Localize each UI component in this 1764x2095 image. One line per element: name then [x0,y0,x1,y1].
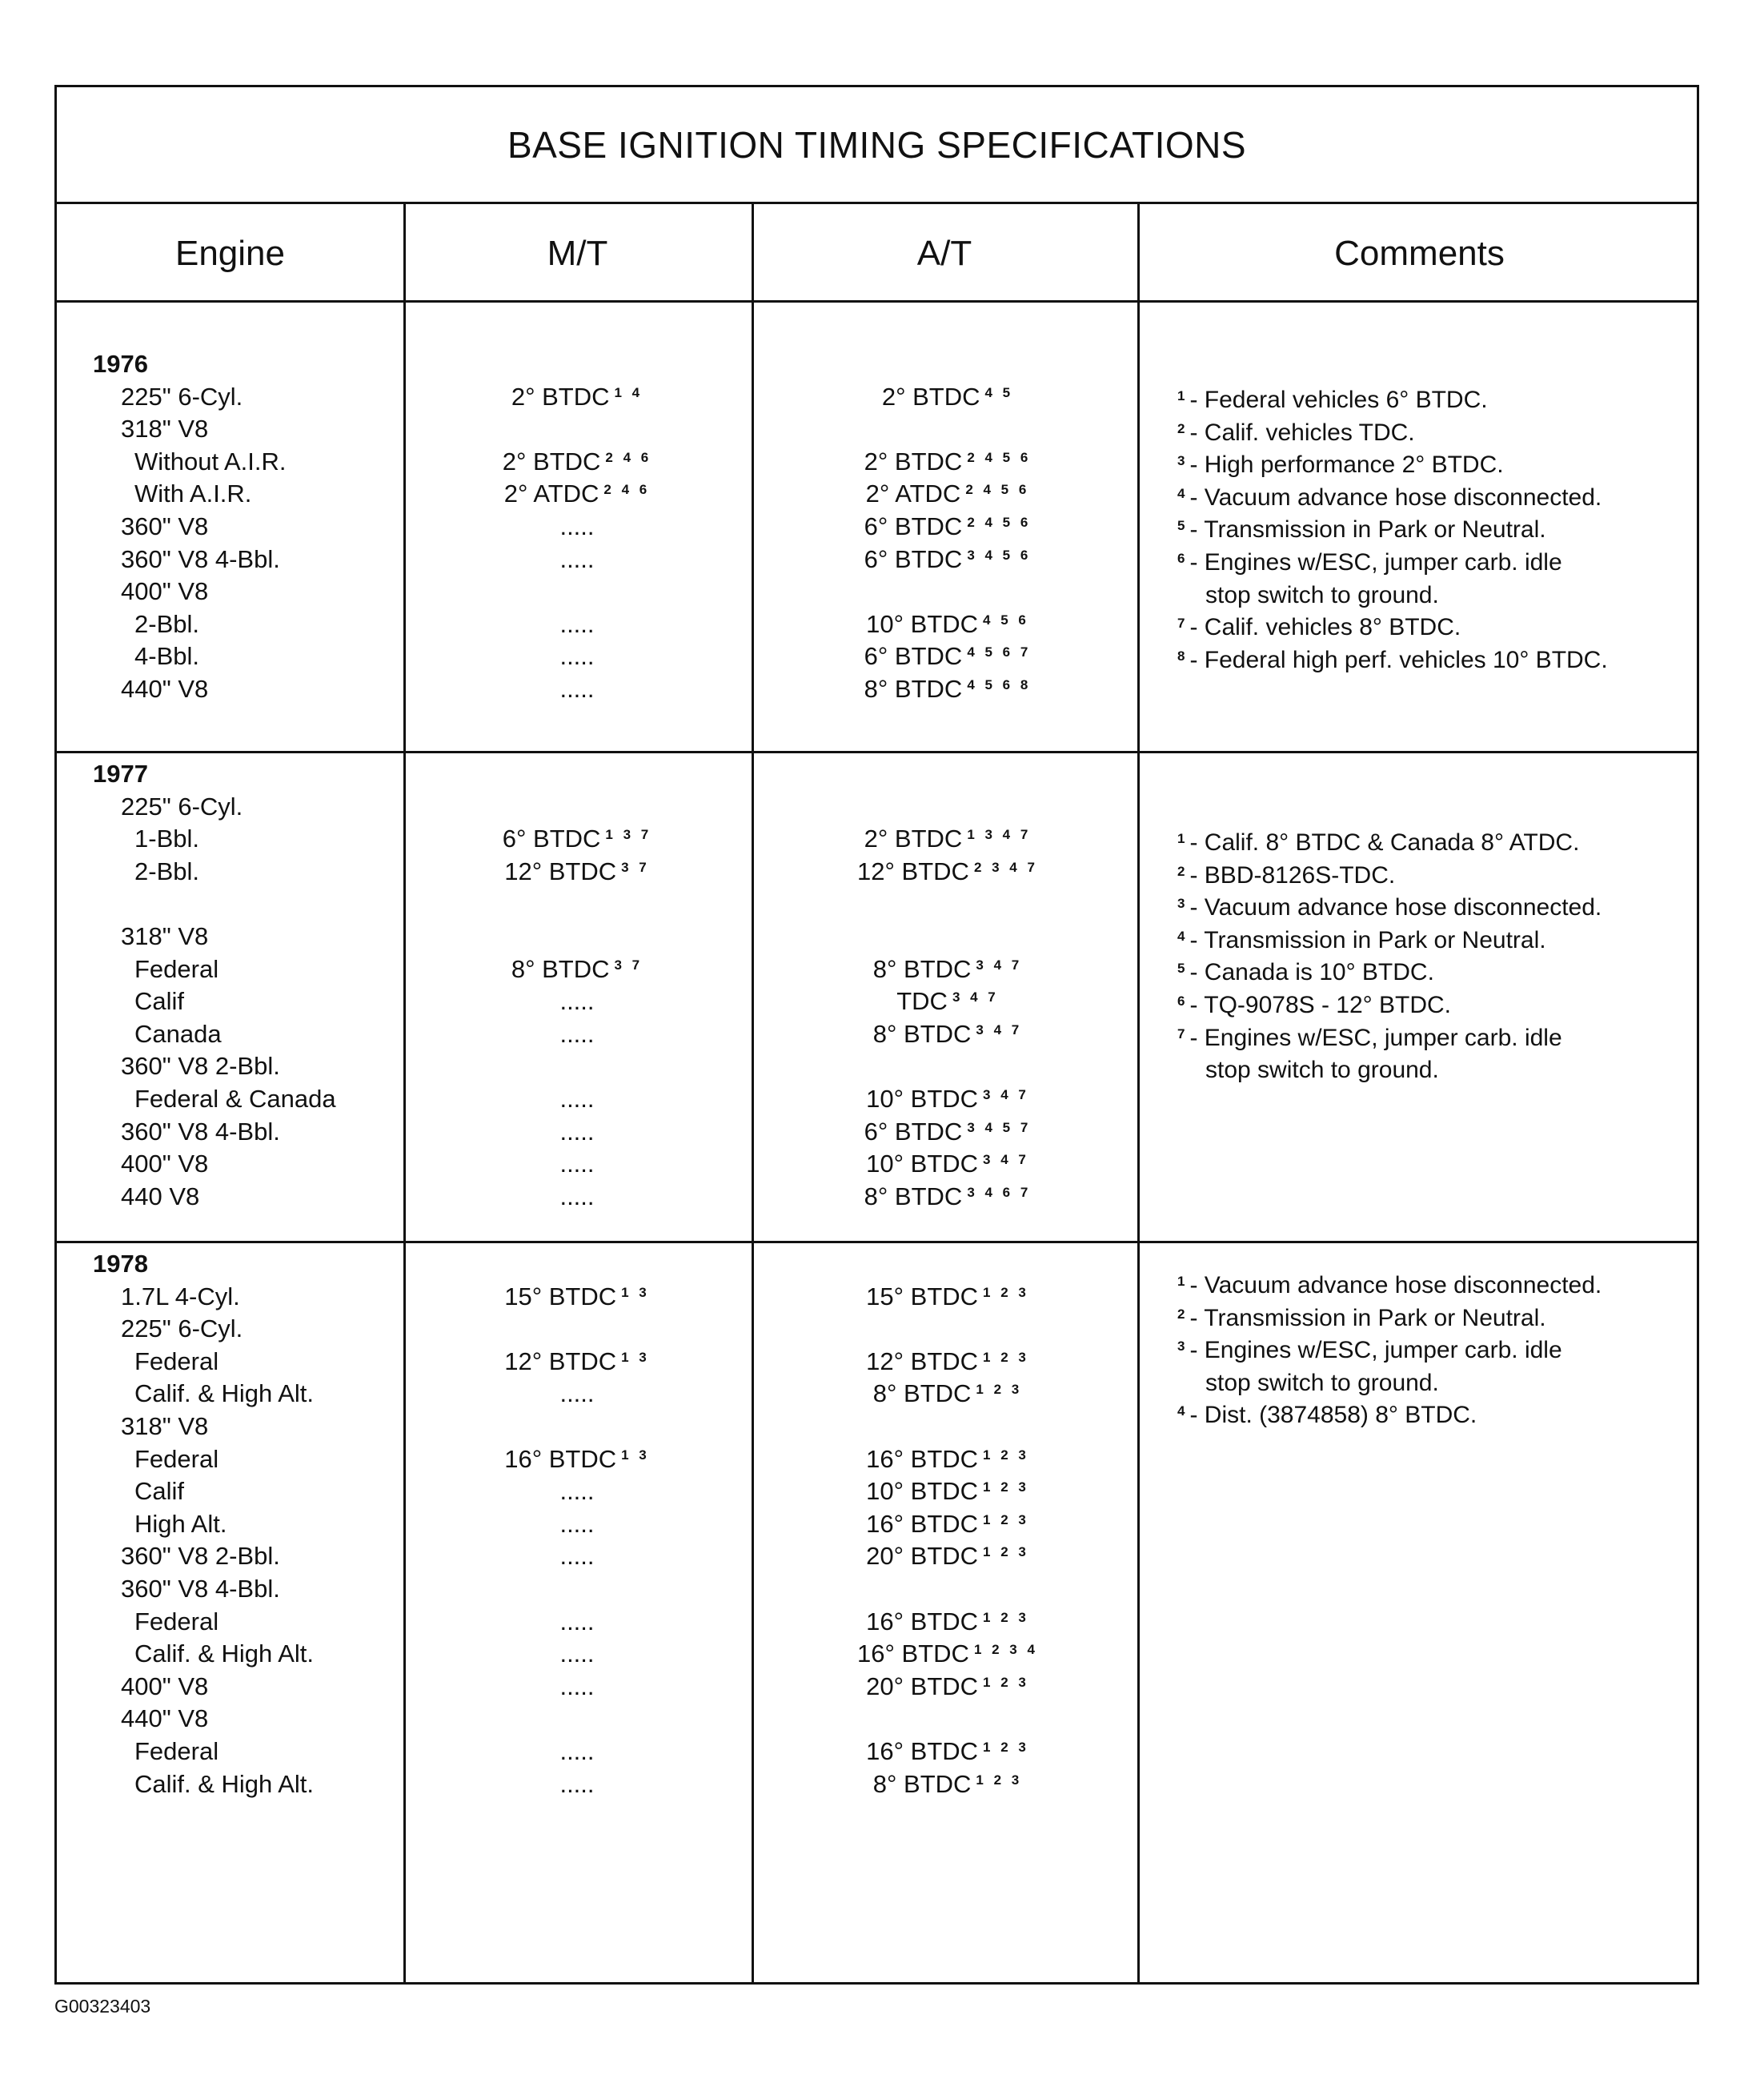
at-value [864,447,1032,476]
engine-label: High Alt. [134,1509,227,1538]
engine-label: 400" V8 [121,1672,209,1700]
comment-text: - Vacuum advance hose disconnected. [1189,1272,1602,1298]
at-value [866,1510,1029,1539]
footnote-refs: 3 4 7 [976,957,1023,973]
comment-text: - Federal vehicles 6° BTDC. [1189,387,1488,413]
mt-value-value: ..... [559,512,595,540]
at-value [864,675,1032,704]
header-mt: M/T [547,233,608,273]
comment-text: - Transmission in Park or Neutral. [1189,926,1546,953]
footnote-refs: 4 5 6 8 [967,677,1032,692]
mt-value-value: ..... [559,1607,595,1635]
engine-label: Federal & Canada [134,1085,336,1113]
comment-line [1177,1025,1562,1052]
mt-value-value: 15° BTDC [504,1282,617,1310]
engine-label: Calif [134,987,185,1016]
mt-value-value: ..... [559,642,595,671]
at-value-value: 8° BTDC [872,1019,972,1048]
at-value-value: 6° BTDC [864,1117,963,1146]
footnote-number: 5 [1177,961,1185,977]
engine-label: Federal [134,1346,219,1375]
table-title-row [57,87,1697,204]
header-at: A/T [916,233,972,273]
at-value-value: 20° BTDC [866,1542,979,1571]
footnote-refs: 1 2 3 [983,1609,1029,1625]
engine-label: Federal [134,1444,219,1473]
at-value [873,1770,1022,1799]
mt-value-value: ..... [559,1639,595,1668]
footnote-number: 5 [1177,518,1185,534]
at-value-value: 2° BTDC [864,825,963,853]
at-value [873,1379,1022,1408]
footnote-refs: 1 3 [621,1447,650,1463]
at-value-value: 2° ATDC [865,480,961,508]
mt-value [559,1737,594,1766]
footnote-refs: 2 4 6 [603,482,651,498]
engine-label: Without A.I.R. [134,447,287,476]
comment-text: stop switch to ground. [1205,581,1439,608]
column-divider [752,204,754,1982]
at-value [866,1477,1029,1506]
mt-value [559,545,594,574]
footnote-number: 4 [1177,928,1185,944]
footnote-number: 8 [1177,648,1185,664]
engine-label: 400" V8 [121,577,209,606]
footnote-number: 3 [1177,896,1185,912]
engine-label: Canada [134,1019,222,1048]
at-value [866,1672,1029,1701]
footnote-refs: 1 3 [621,1284,650,1300]
footnote-number: 1 [1177,388,1185,403]
mt-value-value: ..... [559,609,595,638]
mt-value-value: ..... [559,987,595,1016]
header-comments: Comments [1334,233,1505,273]
engine-label: 440 V8 [121,1182,200,1210]
mt-value [559,1672,594,1701]
at-value-value: 16° BTDC [866,1444,979,1473]
mt-value [504,1445,650,1474]
table-title: BASE IGNITION TIMING SPECIFICATIONS [507,123,1247,166]
at-value [866,1347,1029,1376]
at-value-value: TDC [896,987,948,1016]
mt-value-value: ..... [559,1542,595,1571]
footnote-refs: 1 2 3 [976,1382,1023,1398]
footnote-refs: 3 4 6 7 [967,1184,1032,1200]
at-value-value: 2° BTDC [881,382,980,411]
comment-line [1205,582,1439,609]
footnote-refs: 3 7 [614,957,643,973]
engine-label: Calif. & High Alt. [134,1379,314,1408]
at-value-value: 16° BTDC [866,1737,979,1765]
at-value-value: 10° BTDC [866,609,979,638]
mt-value [559,610,594,639]
column-divider [403,204,406,1982]
mt-value-value: ..... [559,544,595,573]
mt-value-value: ..... [559,1117,595,1146]
at-value-value: 16° BTDC [857,1639,969,1668]
footnote-refs: 1 2 3 [983,1447,1029,1463]
comment-text: - Federal high perf. vehicles 10° BTDC. [1189,646,1608,673]
at-value [866,1737,1029,1766]
at-value-value: 8° BTDC [872,954,972,983]
at-value-value: 10° BTDC [866,1477,979,1506]
at-value [866,1282,1029,1311]
mt-value-value: ..... [559,1509,595,1538]
at-value-value: 6° BTDC [864,544,963,573]
comment-text: - Engines w/ESC, jumper carb. idle [1189,1337,1562,1364]
comment-text: stop switch to ground. [1205,1057,1439,1084]
mt-value [511,955,643,984]
footnote-refs: 3 4 7 [983,1087,1029,1102]
comment-line [1177,927,1546,954]
at-value [866,1542,1029,1571]
mt-value [559,1477,594,1506]
mt-value [559,987,594,1016]
footnote-number: 1 [1177,1274,1185,1289]
mt-value [559,1607,594,1636]
footnote-refs: 1 3 [621,1349,650,1365]
mt-value [559,1639,594,1668]
at-value-value: 10° BTDC [866,1085,979,1113]
mt-value [559,512,594,541]
comment-text: - Engines w/ESC, jumper carb. idle [1189,1024,1562,1051]
at-value [896,987,999,1016]
comment-text: - Calif. vehicles TDC. [1189,419,1415,446]
mt-value [559,1542,594,1571]
mt-value [559,1085,594,1114]
at-value-value: 6° BTDC [864,512,963,540]
footnote-number: 2 [1177,420,1185,436]
footnote-number: 4 [1177,1403,1185,1419]
at-value [866,610,1029,639]
figure-id: G00323403 [54,1996,151,2017]
at-value-value: 12° BTDC [866,1346,979,1375]
engine-label: Federal [134,1607,219,1635]
at-value [857,857,1038,886]
mt-value-value: 12° BTDC [504,1346,617,1375]
mt-value [504,480,650,508]
comment-text: - BBD-8126S-TDC. [1189,861,1396,889]
mt-value-value: ..... [559,1737,595,1765]
at-value-value: 20° BTDC [866,1672,979,1700]
at-value [864,642,1032,671]
section-year: 1977 [93,760,148,788]
comment-line [1177,1402,1477,1429]
engine-label: 360" V8 4-Bbl. [121,1117,280,1146]
mt-value-value: 6° BTDC [502,825,601,853]
mt-value-value: ..... [559,1085,595,1113]
engine-label: 1.7L 4-Cyl. [121,1282,240,1310]
comment-line [1177,452,1504,479]
footnote-refs: 2 3 4 7 [973,859,1038,875]
comment-text: - Calif. 8° BTDC & Canada 8° ATDC. [1189,829,1580,856]
comment-line [1177,1305,1546,1332]
mt-value [559,1379,594,1408]
engine-label: Federal [134,954,219,983]
mt-value-value: 8° BTDC [511,954,610,983]
comment-line [1177,1337,1562,1364]
comment-line [1177,387,1488,414]
at-value [864,1118,1032,1146]
engine-label: Calif. & High Alt. [134,1769,314,1798]
mt-value [559,1020,594,1049]
at-value-value: 8° BTDC [872,1769,972,1798]
at-value [882,383,1013,411]
mt-value-value: ..... [559,1019,595,1048]
comment-line [1177,614,1461,641]
at-value [864,825,1032,853]
mt-value [559,1182,594,1211]
engine-label: 360" V8 2-Bbl. [121,1052,280,1081]
footnote-refs: 4 5 6 7 [967,644,1032,660]
comment-text: - Transmission in Park or Neutral. [1189,1304,1546,1331]
footnote-refs: 4 5 [984,384,1014,400]
footnote-refs: 2 4 5 6 [965,482,1030,498]
mt-value-value: ..... [559,675,595,703]
footnote-refs: 1 3 7 [605,827,652,843]
at-value-value: 16° BTDC [866,1509,979,1538]
mt-value [504,1347,650,1376]
footnote-number: 7 [1177,1025,1185,1041]
comment-text: - Dist. (3874858) 8° BTDC. [1189,1402,1477,1429]
section-divider [57,751,1697,753]
mt-value-value: 2° BTDC [511,382,610,411]
at-value-value: 8° BTDC [864,675,963,703]
footnote-number: 2 [1177,863,1185,879]
comment-line [1177,419,1415,447]
footnote-refs: 3 4 7 [952,989,999,1005]
footnote-refs: 1 2 3 [976,1772,1023,1788]
mt-value [504,857,650,886]
footnote-number: 6 [1177,993,1185,1009]
engine-label: 440" V8 [121,675,209,703]
engine-label: 360" V8 4-Bbl. [121,1575,280,1603]
at-value-value: 16° BTDC [866,1607,979,1635]
mt-value [559,1510,594,1539]
footnote-number: 1 [1177,831,1185,846]
comment-text: - TQ-9078S - 12° BTDC. [1189,992,1452,1018]
engine-label: 2-Bbl. [134,857,199,885]
comment-line [1177,959,1434,986]
engine-label: Calif [134,1477,185,1506]
footnote-refs: 1 2 3 [983,1284,1029,1300]
footnote-refs: 1 2 3 [983,1674,1029,1690]
engine-label: With A.I.R. [134,480,252,508]
mt-value-value: ..... [559,1182,595,1210]
mt-value [559,1118,594,1146]
footnote-refs: 1 2 3 [983,1544,1029,1560]
mt-value-value: ..... [559,1672,595,1700]
section-divider [57,1241,1697,1243]
engine-label: Federal [134,1737,219,1765]
footnote-refs: 4 5 6 [983,612,1029,628]
engine-label: 4-Bbl. [134,642,199,671]
at-value [873,1020,1022,1049]
footnote-refs: 3 7 [621,859,650,875]
comment-text: - Transmission in Park or Neutral. [1189,516,1546,544]
at-value-value: 10° BTDC [866,1150,979,1178]
footnote-number: 7 [1177,616,1185,632]
at-value [857,1639,1038,1668]
engine-label: 225" 6-Cyl. [121,382,243,411]
engine-label: 1-Bbl. [134,825,199,853]
footnote-refs: 3 4 7 [976,1021,1023,1037]
footnote-refs: 3 4 7 [983,1152,1029,1168]
footnote-refs: 1 2 3 [983,1349,1029,1365]
at-value [866,1445,1029,1474]
comment-text: - High performance 2° BTDC. [1189,452,1504,479]
footnote-refs: 3 4 5 7 [967,1119,1032,1135]
comment-line [1177,549,1562,576]
timing-spec-table [54,85,1699,1985]
comment-text: - Engines w/ESC, jumper carb. idle [1189,549,1562,576]
comment-line [1177,516,1546,544]
at-value [864,545,1032,574]
at-value-value: 2° BTDC [864,447,963,476]
comment-text: - Canada is 10° BTDC. [1189,959,1434,986]
footnote-refs: 1 2 3 4 [973,1642,1038,1658]
footnote-refs: 1 2 3 [983,1740,1029,1755]
engine-label: 225" 6-Cyl. [121,792,243,821]
mt-value [504,1282,650,1311]
footnote-number: 4 [1177,485,1185,501]
engine-label: 318" V8 [121,1412,209,1440]
comment-line [1177,484,1602,512]
at-value [866,480,1030,508]
mt-value-value: 2° ATDC [503,480,599,508]
comment-text: - Vacuum advance hose disconnected. [1189,894,1602,921]
footnote-refs: 1 4 [614,384,643,400]
footnote-refs: 1 3 4 7 [967,827,1032,843]
footnote-refs: 3 4 5 6 [967,547,1032,563]
engine-label: 360" V8 4-Bbl. [121,544,280,573]
mt-value-value: ..... [559,1769,595,1798]
footnote-refs: 2 4 5 6 [967,515,1032,530]
engine-label: 440" V8 [121,1704,209,1733]
engine-label: Calif. & High Alt. [134,1639,314,1668]
mt-value-value: 16° BTDC [504,1444,617,1473]
at-value-value: 8° BTDC [872,1379,972,1408]
at-value [866,1085,1029,1114]
at-value-value: 12° BTDC [857,857,969,885]
footnote-number: 3 [1177,453,1185,469]
engine-label: 400" V8 [121,1150,209,1178]
mt-value-value: 2° BTDC [502,447,601,476]
engine-label: 318" V8 [121,415,209,443]
footnote-refs: 2 4 6 [605,449,652,465]
at-value [866,1150,1029,1178]
comment-text: stop switch to ground. [1205,1369,1439,1396]
header-engine: Engine [174,233,285,273]
mt-value [511,383,643,411]
mt-value [559,1150,594,1178]
engine-label: 225" 6-Cyl. [121,1314,243,1343]
footnote-number: 6 [1177,551,1185,566]
comment-line [1177,1272,1602,1299]
at-value-value: 15° BTDC [866,1282,979,1310]
engine-label: 318" V8 [121,922,209,950]
comment-line [1177,647,1608,674]
mt-value-value: 12° BTDC [504,857,617,885]
section-year: 1978 [93,1250,148,1278]
comment-line [1205,1057,1439,1084]
comment-line [1177,894,1602,921]
at-value-value: 8° BTDC [864,1182,963,1210]
mt-value-value: ..... [559,1379,595,1408]
mt-value [559,675,594,704]
comment-text: - Vacuum advance hose disconnected. [1189,484,1602,511]
comment-line [1177,992,1451,1019]
at-value [873,955,1022,984]
mt-value [503,825,651,853]
mt-value [559,1770,594,1799]
engine-label: 360" V8 2-Bbl. [121,1542,280,1571]
comment-line [1205,1370,1439,1397]
at-value [864,1182,1032,1211]
at-value [864,512,1032,541]
section-year: 1976 [93,350,148,378]
footnote-refs: 2 4 5 6 [967,449,1032,465]
mt-value [559,642,594,671]
engine-label: 2-Bbl. [134,609,199,638]
at-value [866,1607,1029,1636]
comment-line [1177,829,1579,857]
comment-line [1177,862,1395,889]
footnote-number: 3 [1177,1338,1185,1355]
footnote-number: 2 [1177,1306,1185,1322]
engine-label: 360" V8 [121,512,209,540]
mt-value [503,447,651,476]
comment-text: - Calif. vehicles 8° BTDC. [1189,614,1461,641]
mt-value-value: ..... [559,1150,595,1178]
footnote-refs: 1 2 3 [983,1479,1029,1495]
mt-value-value: ..... [559,1477,595,1506]
column-divider [1137,204,1140,1982]
at-value-value: 6° BTDC [864,642,963,671]
footnote-refs: 1 2 3 [983,1511,1029,1527]
